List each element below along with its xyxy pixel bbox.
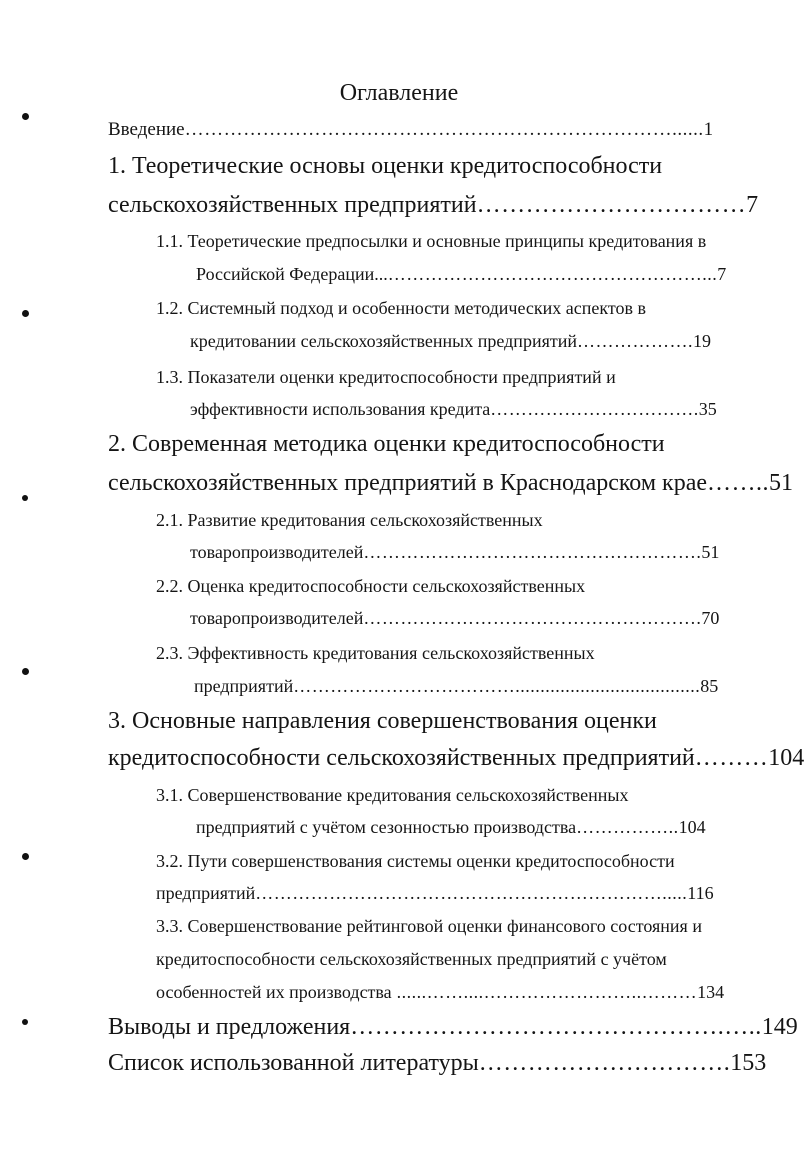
- margin-mark-icon: [22, 495, 28, 501]
- toc-chapter-heading[interactable]: [108, 150, 662, 182]
- toc-entry-leader: ………: [694, 745, 769, 771]
- toc-entry-text: товаропроизводителей: [190, 542, 364, 562]
- toc-section-heading[interactable]: [156, 573, 585, 599]
- toc-entry-page: 70: [701, 608, 720, 628]
- toc-entry-text: сельскохозяйственных предприятий в Краснодарском крае: [108, 470, 708, 496]
- toc-entry[interactable]: [156, 979, 724, 1005]
- toc-entry-page: 19: [692, 331, 711, 351]
- toc-entry[interactable]: [190, 396, 717, 422]
- toc-entry-page: 51: [701, 542, 720, 562]
- toc-entry-page: 116: [687, 883, 714, 903]
- toc-entry-text: Введение: [108, 119, 185, 140]
- toc-entry[interactable]: [194, 673, 718, 699]
- toc-entry-leader: ……………………………………….…..: [350, 1014, 762, 1040]
- toc-section-heading[interactable]: [156, 913, 702, 939]
- toc-entry-text: предприятий: [194, 676, 294, 696]
- toc-entry-text: предприятий с учётом сезонностью производства: [196, 817, 577, 837]
- toc-entry-page: 104: [768, 745, 804, 771]
- toc-chapter-heading[interactable]: [108, 705, 657, 737]
- page-title: Оглавление: [339, 80, 459, 106]
- toc-entry-leader: ……………….: [576, 331, 693, 351]
- toc-entry[interactable]: [108, 117, 713, 143]
- toc-chapter-heading[interactable]: [108, 428, 665, 460]
- toc-entry-text: 1.2. Системный подход и особенности методических аспектов в: [156, 298, 647, 318]
- margin-mark-icon: [22, 853, 29, 860]
- toc-entry-text: предприятий: [156, 883, 256, 903]
- toc-section-heading[interactable]: [156, 640, 595, 666]
- toc-entry[interactable]: [156, 880, 714, 906]
- toc-entry-page: 134: [697, 982, 725, 1002]
- toc-entry[interactable]: [108, 742, 804, 774]
- toc-entry-page: 35: [698, 399, 717, 419]
- toc-entry-page: 7: [717, 264, 727, 284]
- toc-entry-text: 2.3. Эффективность кредитования сельскохозяйственных: [156, 643, 595, 663]
- toc-entry[interactable]: [108, 1011, 798, 1043]
- toc-entry-text: 2.1. Развитие кредитования сельскохозяйственных: [156, 510, 543, 530]
- toc-entry-page: 51: [769, 470, 794, 496]
- toc-entry-text: кредитовании сельскохозяйственных предприятий: [190, 331, 577, 351]
- toc-entry-text: эффективности использования кредита: [190, 399, 491, 419]
- toc-entry-leader: ……………………………: [476, 192, 747, 218]
- toc-entry-text: 1.3. Показатели оценки кредитоспособности предприятий и: [156, 367, 616, 387]
- toc-entry-text: кредитоспособности сельскохозяйственных предприятий: [108, 745, 695, 771]
- toc-entry-text: 3. Основные направления совершенствования оценки: [108, 708, 657, 734]
- toc-entry-leader: ……………………………….....................................: [293, 676, 701, 696]
- toc-entry-page: 149: [761, 1014, 798, 1040]
- toc-entry-leader: ……………………………………………...: [387, 264, 718, 284]
- toc-entry-text: 3.1. Совершенствование кредитования сельскохозяйственных: [156, 785, 629, 805]
- toc-entry-page: 153: [730, 1050, 767, 1076]
- toc-entry-page: 85: [700, 676, 719, 696]
- toc-entry-leader: ………………………………………………………….....: [255, 883, 688, 903]
- toc-entry-text: особенностей их производства: [156, 982, 392, 1002]
- toc-section-heading[interactable]: [156, 364, 616, 390]
- toc-section-heading[interactable]: [156, 228, 706, 254]
- margin-mark-icon: [22, 113, 29, 120]
- toc-entry[interactable]: [190, 605, 719, 631]
- toc-section-heading[interactable]: [156, 848, 675, 874]
- toc-entry-leader: ……..: [707, 470, 770, 496]
- margin-mark-icon: [22, 668, 29, 675]
- toc-section-heading[interactable]: [156, 295, 646, 321]
- toc-entry[interactable]: [190, 539, 719, 565]
- toc-section-heading[interactable]: [156, 507, 543, 533]
- toc-entry[interactable]: [108, 467, 793, 499]
- toc-entry-text: 3.2. Пути совершенствования системы оценки кредитоспособности: [156, 851, 675, 871]
- toc-entry-text: 1.1. Теоретические предпосылки и основные принципы кредитования в: [156, 231, 707, 251]
- toc-entry-text: 1. Теоретические основы оценки кредитоспособности: [108, 153, 663, 179]
- toc-entry[interactable]: [108, 1047, 766, 1079]
- margin-mark-icon: [22, 1019, 28, 1025]
- toc-entry-text: сельскохозяйственных предприятий: [108, 192, 477, 218]
- toc-entry-page: 104: [678, 817, 706, 837]
- toc-entry[interactable]: [190, 328, 711, 354]
- margin-mark-icon: [22, 310, 29, 317]
- toc-entry[interactable]: [196, 261, 726, 287]
- toc-entry-leader: ……………………………………………….: [363, 542, 702, 562]
- toc-entry-leader: …………………………….: [490, 399, 699, 419]
- toc-entry-leader: ………………………….: [478, 1050, 731, 1076]
- toc-entry[interactable]: [108, 189, 758, 221]
- toc-entry-leader: ……………………………………………….: [363, 608, 702, 628]
- toc-entry-leader: …………………………………………………………………......: [184, 119, 704, 140]
- toc-entry-text: Список использованной литературы: [108, 1050, 479, 1076]
- toc-entry-text: Российской Федерации...: [196, 264, 388, 284]
- toc-entry-leader: ……………..: [576, 817, 679, 837]
- toc-entry-text: 2. Современная методика оценки кредитоспособности: [108, 431, 665, 457]
- toc-section-heading[interactable]: [156, 946, 667, 972]
- toc-section-heading[interactable]: [156, 782, 629, 808]
- toc-entry-text: 3.3. Совершенствование рейтинговой оценки финансового состояния и: [156, 916, 702, 936]
- toc-entry-text: 2.2. Оценка кредитоспособности сельскохозяйственных: [156, 576, 586, 596]
- toc-entry-text: Выводы и предложения: [108, 1014, 351, 1040]
- toc-entry[interactable]: [196, 814, 706, 840]
- toc-entry-page: 1: [703, 119, 714, 140]
- toc-entry-text: кредитоспособности сельскохозяйственных предприятий с учётом: [156, 949, 667, 969]
- toc-entry-text: товаропроизводителей: [190, 608, 364, 628]
- toc-entry-page: 7: [746, 192, 759, 218]
- toc-entry-leader: ......……....……………………..………: [391, 982, 698, 1002]
